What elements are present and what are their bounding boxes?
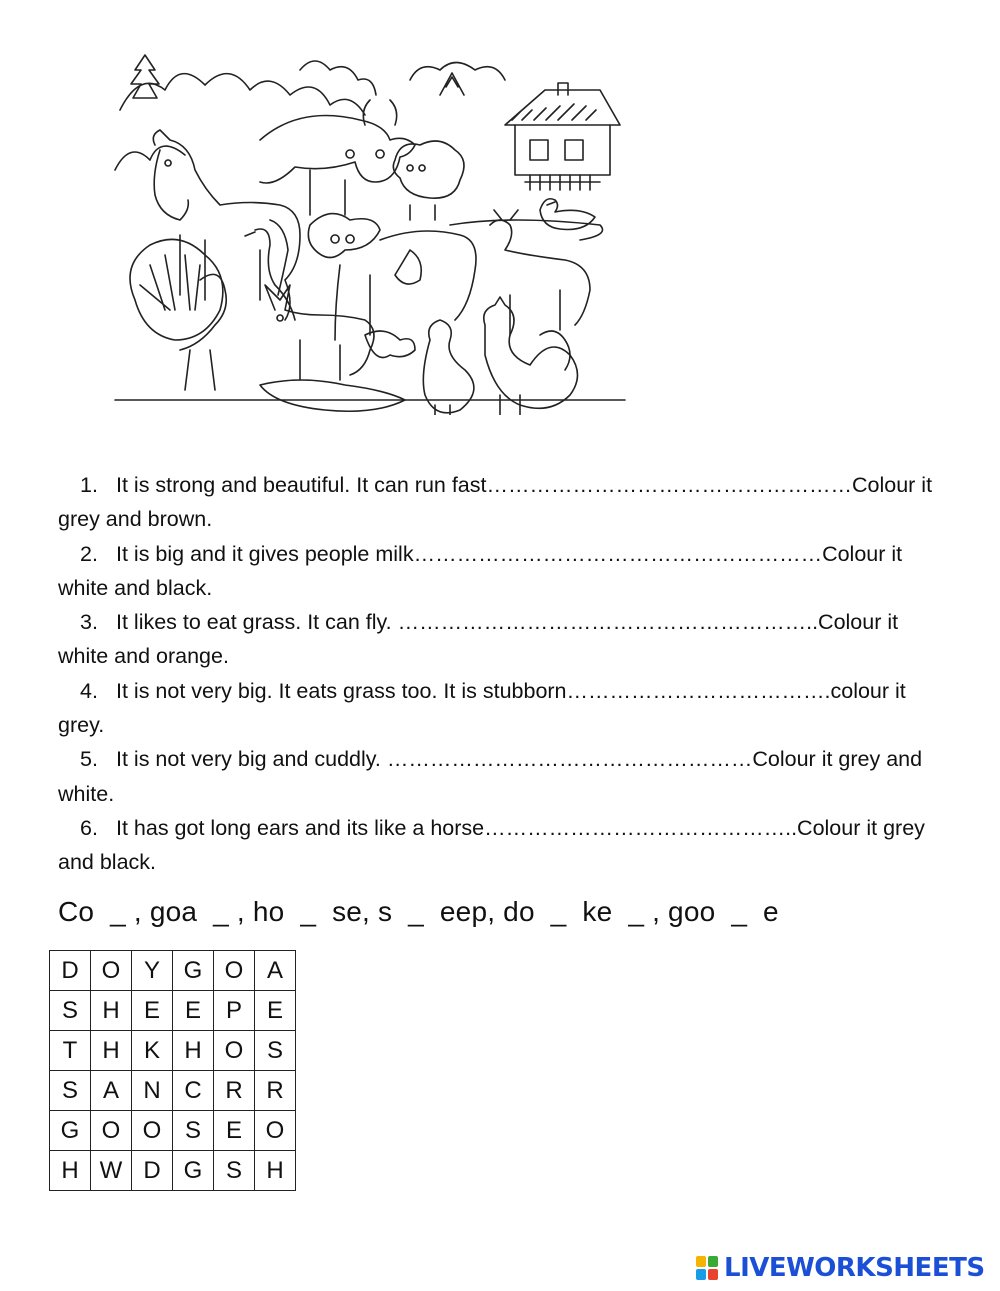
question-text: It likes to eat grass. It can fly. …………………………………………………..Colour it white and orange. xyxy=(58,610,899,669)
grid-cell: R xyxy=(255,1071,296,1111)
question-number: 2. xyxy=(80,541,98,566)
question-text: It is not very big and cuddly. ……………………………………………Colour it grey and white. xyxy=(58,747,923,806)
grid-cell: H xyxy=(173,1031,214,1071)
grid-cell: S xyxy=(50,991,91,1031)
grid-cell: A xyxy=(91,1071,132,1111)
liveworksheets-brand[interactable] xyxy=(696,1253,985,1283)
grid-cell: O xyxy=(91,951,132,991)
question-number: 6. xyxy=(80,815,98,840)
grid-cell: O xyxy=(91,1111,132,1151)
missing-letters-line: Co _ , goa _ , ho _ se, s _ eep, do _ ke _ , goo _ e xyxy=(58,896,779,927)
grid-row xyxy=(50,1151,296,1191)
grid-cell: S xyxy=(255,1031,296,1071)
question-6 xyxy=(58,811,938,880)
question-text: It is big and it gives people milk…………………………………………………Colour it white and black. xyxy=(58,541,903,600)
questions-list xyxy=(58,468,938,880)
grid-cell: Y xyxy=(132,951,173,991)
question-text: It has got long ears and its like a horse……………………………………..Colour it grey and black. xyxy=(58,815,925,875)
word-search-grid xyxy=(49,950,296,1191)
grid-cell: O xyxy=(255,1111,296,1151)
grid-cell: A xyxy=(255,951,296,991)
grid-cell: H xyxy=(91,1031,132,1071)
grid-cell: G xyxy=(50,1111,91,1151)
grid-cell: T xyxy=(50,1031,91,1071)
grid-cell: E xyxy=(173,991,214,1031)
question-number: 3. xyxy=(80,610,98,635)
brand-name: LIVEWORKSHEETS xyxy=(724,1253,985,1283)
grid-cell: E xyxy=(214,1111,255,1151)
grid-cell: G xyxy=(173,951,214,991)
grid-cell: S xyxy=(50,1071,91,1111)
grid-cell: O xyxy=(214,951,255,991)
grid-row xyxy=(50,951,296,991)
grid-cell: S xyxy=(173,1111,214,1151)
grid-cell: S xyxy=(214,1151,255,1191)
grid-cell: R xyxy=(214,1071,255,1111)
grid-row xyxy=(50,1111,296,1151)
question-2 xyxy=(58,537,938,606)
grid-cell: O xyxy=(214,1031,255,1071)
grid-cell: D xyxy=(132,1151,173,1191)
question-3 xyxy=(58,605,938,674)
question-text: It is not very big. It eats grass too. It is stubborn……………………………….colour it grey. xyxy=(58,678,906,738)
question-number: 4. xyxy=(80,678,98,703)
liveworksheets-logo-icon xyxy=(696,1256,718,1280)
question-4 xyxy=(58,674,938,743)
grid-row xyxy=(50,1031,296,1071)
question-number: 1. xyxy=(80,473,98,497)
grid-cell: E xyxy=(255,991,296,1031)
grid-cell: H xyxy=(91,991,132,1031)
grid-cell: H xyxy=(50,1151,91,1191)
grid-cell: H xyxy=(255,1151,296,1191)
grid-cell: O xyxy=(132,1111,173,1151)
grid-cell: G xyxy=(173,1151,214,1191)
grid-cell: P xyxy=(214,991,255,1031)
grid-cell: E xyxy=(132,991,173,1031)
grid-cell: K xyxy=(132,1031,173,1071)
question-text: It is strong and beautiful. It can run fast……………………………………………Colour it grey and brown. xyxy=(58,473,933,532)
question-number: 5. xyxy=(80,747,98,772)
grid-cell: D xyxy=(50,951,91,991)
grid-row xyxy=(50,1071,296,1111)
farm-animals-illustration xyxy=(110,50,630,415)
grid-cell: N xyxy=(132,1071,173,1111)
question-5 xyxy=(58,742,938,811)
grid-row xyxy=(50,991,296,1031)
question-1 xyxy=(58,468,938,537)
grid-cell: W xyxy=(91,1151,132,1191)
grid-cell: C xyxy=(173,1071,214,1111)
